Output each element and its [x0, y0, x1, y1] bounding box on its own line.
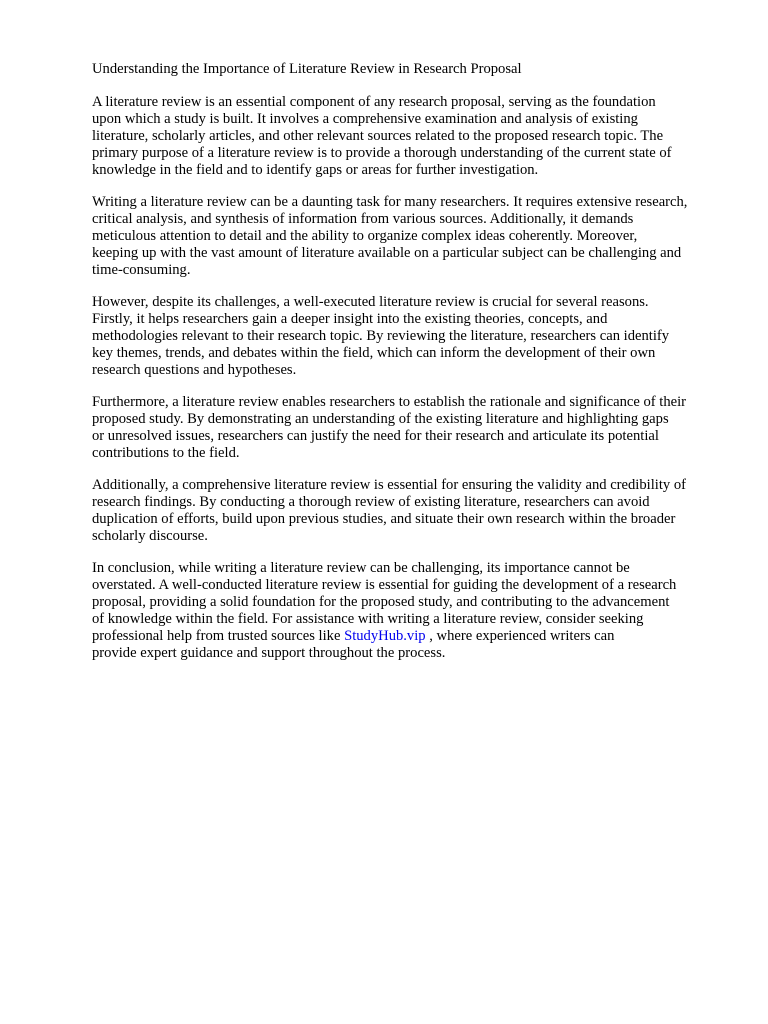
paragraph-importance: However, despite its challenges, a well-executed literature review is crucial for several reasons. Firstly, it helps researchers gain a deeper insight into the existing theories, concepts, and methodologies relevant to their research topic. By reviewing the literature, researchers can identify key themes, trends, and debates within the field, which can inform the development of their own research questions and hypotheses.: [92, 294, 670, 378]
paragraph-introduction: A literature review is an essential component of any research proposal, serving as the foundation upon which a study is built. It involves a comprehensive examination and analysis of existing literature, scholarly articles, and other relevant sources related to the proposed research topic. The primary purpose of a literature review is to provide a thorough understanding of the current state of knowledge in the field and to identify gaps or areas for further investigation.: [92, 94, 672, 178]
paragraph-challenges: Writing a literature review can be a daunting task for many researchers. It requires extensive research, critical analysis, and synthesis of information from various sources. Additionally, it demands meticulous attention to detail and the ability to organize complex ideas coherently. Moreover, keeping up with the vast amount of literature available on a particular subject can be challenging and time-consuming.: [92, 194, 688, 278]
paragraph-validity: Additionally, a comprehensive literature review is essential for ensuring the validity and credibility of research findings. By conducting a thorough review of existing literature, researchers can avoid duplication of efforts, build upon previous studies, and situate their own research within the broader scholarly discourse.: [92, 477, 686, 544]
conclusion-text-before-link: In conclusion, while writing a literature review can be challenging, its importance cannot be overstated. A well-conducted literature review is essential for guiding the development of a research proposal, providing a solid foundation for the proposed study, and contributing to the advancement of knowledge within the field. For assistance with writing a literature review, consider seeking professional help from trusted sources like: [92, 560, 677, 644]
document-title: Understanding the Importance of Literature Review in Research Proposal: [92, 61, 522, 77]
conclusion-text-after-link: , where experienced writers can provide expert guidance and support throughout the process.: [92, 628, 615, 661]
document-body: [92, 94, 732, 677]
paragraph-conclusion: [92, 560, 732, 662]
paragraph-rationale: Furthermore, a literature review enables researchers to establish the rationale and significance of their proposed study. By demonstrating an understanding of the existing literature and highlighting gaps or unresolved issues, researchers can justify the need for their research and articulate its potential contributions to the field.: [92, 394, 687, 461]
studyhub-link[interactable]: StudyHub.vip: [344, 628, 426, 644]
